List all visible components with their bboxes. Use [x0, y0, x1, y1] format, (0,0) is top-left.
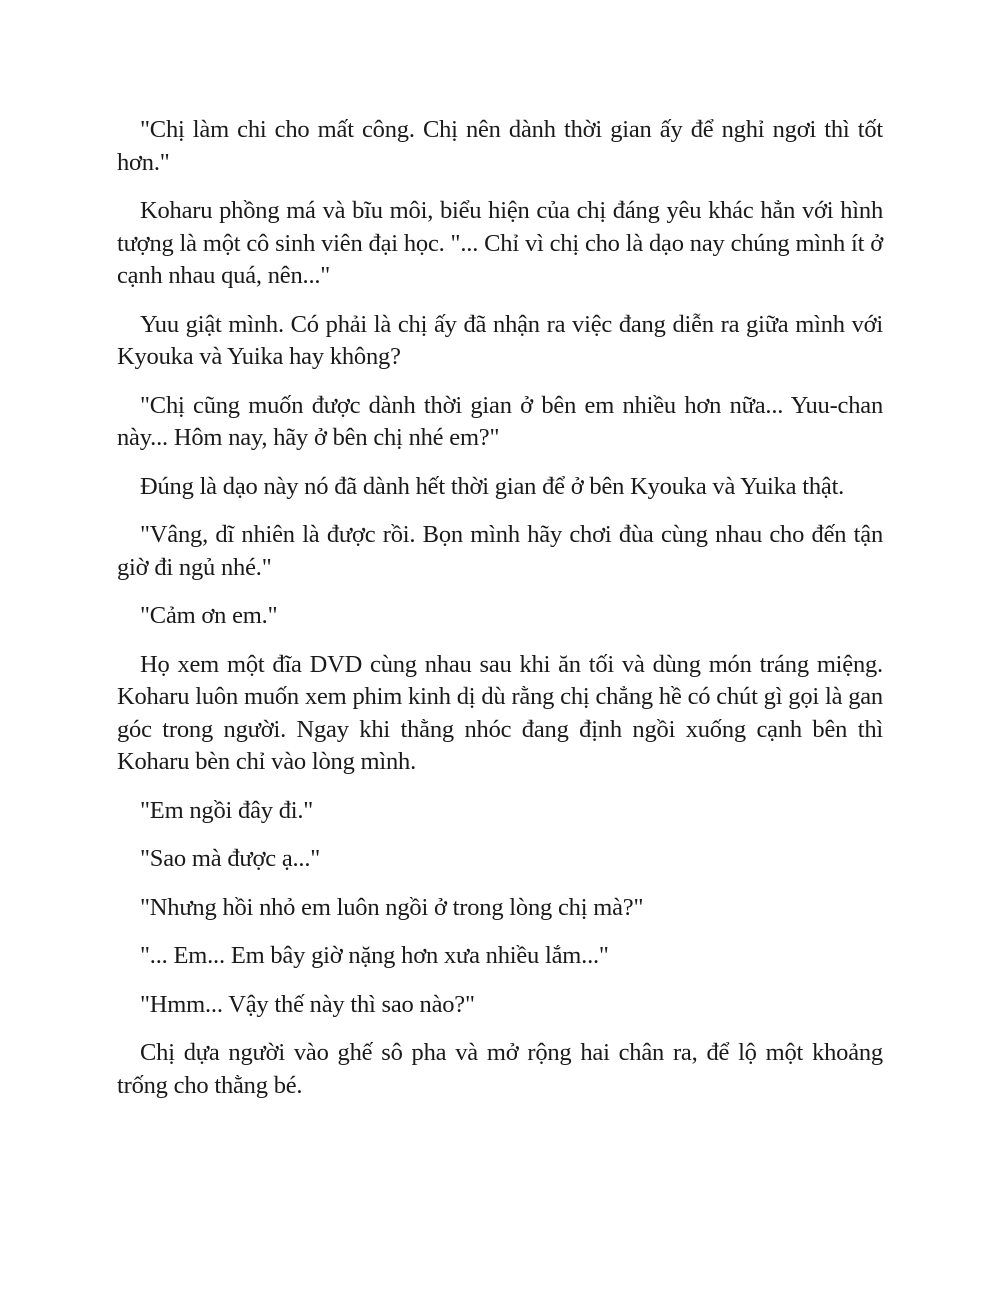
paragraph: "Chị làm chi cho mất công. Chị nên dành thời gian ấy để nghỉ ngơi thì tốt hơn." [117, 116, 883, 176]
document-page [117, 114, 883, 1118]
paragraph: "Em ngồi đây đi." [140, 796, 314, 824]
paragraph: Koharu phồng má và bĩu môi, biểu hiện của chị đáng yêu khác hẳn với hình tượng là một cô sinh viên đại học. "... Chỉ vì chị cho là dạo nay chúng mình ít ở cạnh nhau quá, nên..." [117, 197, 883, 289]
paragraph: Yuu giật mình. Có phải là chị ấy đã nhận ra việc đang diễn ra giữa mình với Kyouka và Yuika hay không? [117, 310, 883, 370]
paragraph: Chị dựa người vào ghế sô pha và mở rộng hai chân ra, để lộ một khoảng trống cho thằng bé. [117, 1039, 883, 1099]
paragraph: "... Em... Em bây giờ nặng hơn xưa nhiều lắm..." [140, 942, 609, 969]
paragraph: "Cảm ơn em." [140, 602, 278, 629]
paragraph: "Hmm... Vậy thế này thì sao nào?" [140, 990, 475, 1018]
paragraph: "Nhưng hồi nhỏ em luôn ngồi ở trong lòng chị mà?" [140, 893, 644, 921]
paragraph: Họ xem một đĩa DVD cùng nhau sau khi ăn tối và dùng món tráng miệng. Koharu luôn muốn xem phim kinh dị dù rằng chị chẳng hề có chút gì gọi là gan góc trong người. Ngay khi thằng nhóc đang định ngồi xuống cạnh bên thì Koharu bèn chỉ vào lòng mình. [117, 650, 883, 775]
paragraph: "Vâng, dĩ nhiên là được rồi. Bọn mình hãy chơi đùa cùng nhau cho đến tận giờ đi ngủ nhé." [117, 521, 883, 581]
paragraph: "Chị cũng muốn được dành thời gian ở bên em nhiều hơn nữa... Yuu-chan này... Hôm nay, hãy ở bên chị nhé em?" [117, 391, 883, 451]
paragraph: "Sao mà được ạ..." [140, 845, 321, 872]
paragraph: Đúng là dạo này nó đã dành hết thời gian để ở bên Kyouka và Yuika thật. [140, 472, 845, 500]
